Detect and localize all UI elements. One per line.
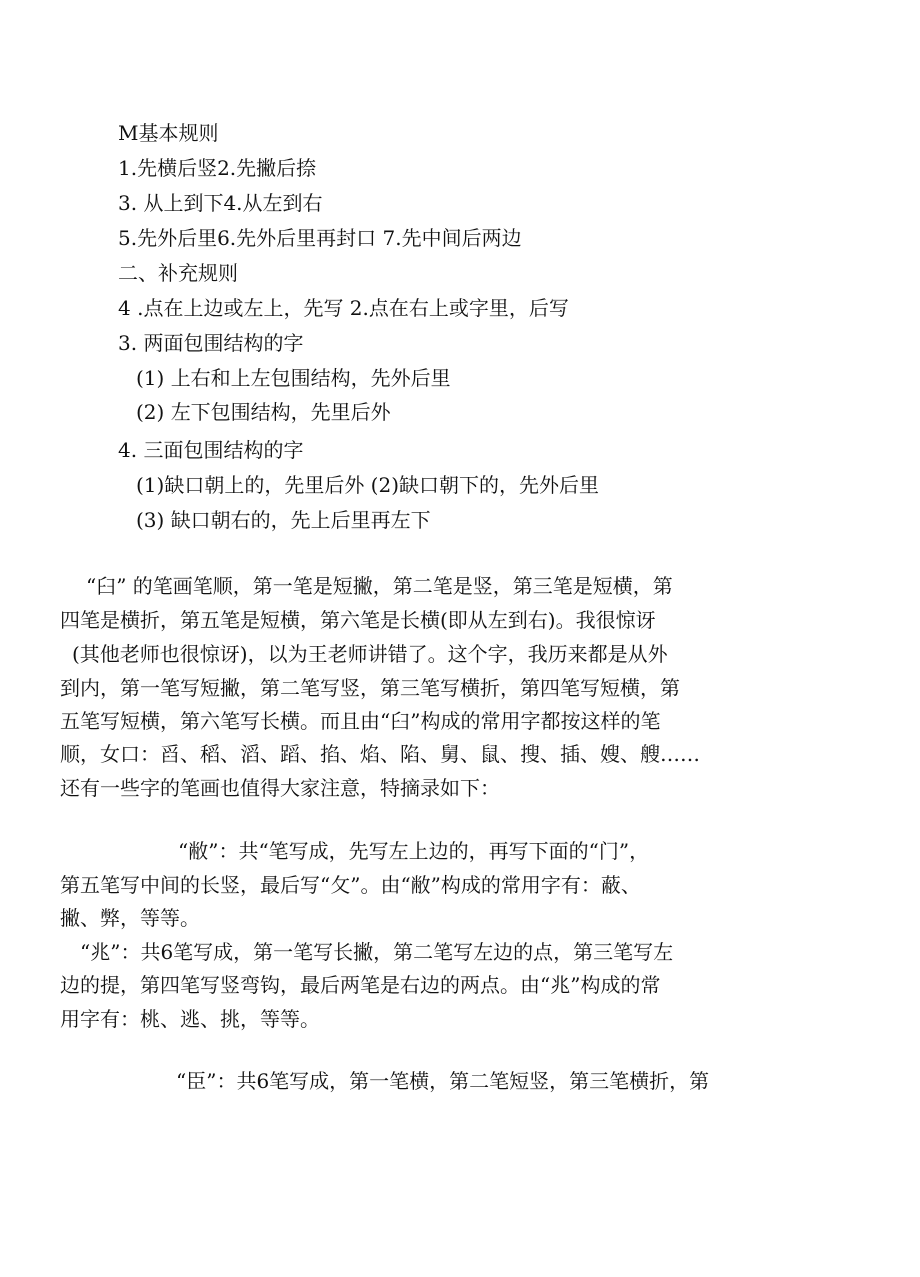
rule-subline: (3) 缺口朝右的，先上后里再左下	[136, 508, 431, 532]
rule-line: 3. 从上到下4.从左到右	[118, 191, 323, 215]
paragraph-line: 用字有：桃、逃、挑，等等。	[60, 1007, 320, 1031]
rule-line: 5.先外后里6.先外后里再封口 7.先中间后两边	[118, 226, 522, 250]
paragraph-line: 边的提，第四笔写竖弯钩，最后两笔是右边的两点。由“兆”构成的常	[60, 973, 661, 997]
paragraph-line: “兆”：共6笔写成，第一笔写长撇，第二笔写左边的点，第三笔写左	[80, 940, 674, 964]
paragraph-line: 还有一些字的笔画也值得大家注意，特摘录如下：	[60, 776, 500, 800]
paragraph-line: 第五笔写中间的长竖，最后写“攵”。由“敝”构成的常用字有：蔽、	[60, 873, 641, 897]
paragraph-line: 四笔是横折，第五笔是短横，第六笔是长横(即从左到右)。我很惊讶	[60, 608, 656, 632]
paragraph-line: 五笔写短横，第六笔写长横。而且由“臼”构成的常用字都按这样的笔	[60, 709, 661, 733]
rule-subline: (1) 上右和上左包围结构，先外后里	[136, 366, 451, 390]
paragraph-line: (其他老师也很惊讶)，以为王老师讲错了。这个字，我历来都是从外	[72, 642, 668, 666]
paragraph-line: “臼” 的笔画笔顺，第一笔是短撇，第二笔是竖，第三笔是短横，第	[86, 574, 673, 598]
paragraph-line: “敝”：共“笔写成，先写左上边的，再写下面的“门”，	[178, 839, 650, 863]
rule-subline: (1)缺口朝上的，先里后外 (2)缺口朝下的，先外后里	[136, 473, 600, 497]
rule-line: 4. 三面包围结构的字	[118, 438, 304, 462]
basic-rules-title: M基本规则	[118, 121, 219, 145]
rule-line: 1.先横后竖2.先撇后捺	[118, 156, 317, 180]
paragraph-line: 撇、弊，等等。	[60, 906, 200, 930]
paragraph-line: “臣”：共6笔写成，第一笔横，第二笔短竖，第三笔横折，第	[176, 1069, 710, 1093]
rule-subline: (2) 左下包围结构，先里后外	[136, 400, 391, 424]
paragraph-line: 顺，女口：舀、稻、滔、蹈、掐、焰、陷、舅、鼠、搜、插、嫂、艘……	[60, 742, 700, 766]
supplement-rules-title: 二、补充规则	[118, 261, 238, 285]
rule-line: 3. 两面包围结构的字	[118, 331, 304, 355]
paragraph-line: 到内，第一笔写短撇，第二笔写竖，第三笔写横折，第四笔写短横，第	[60, 676, 680, 700]
rule-line: 4 .点在上边或左上，先写 2.点在右上或字里，后写	[118, 296, 569, 320]
